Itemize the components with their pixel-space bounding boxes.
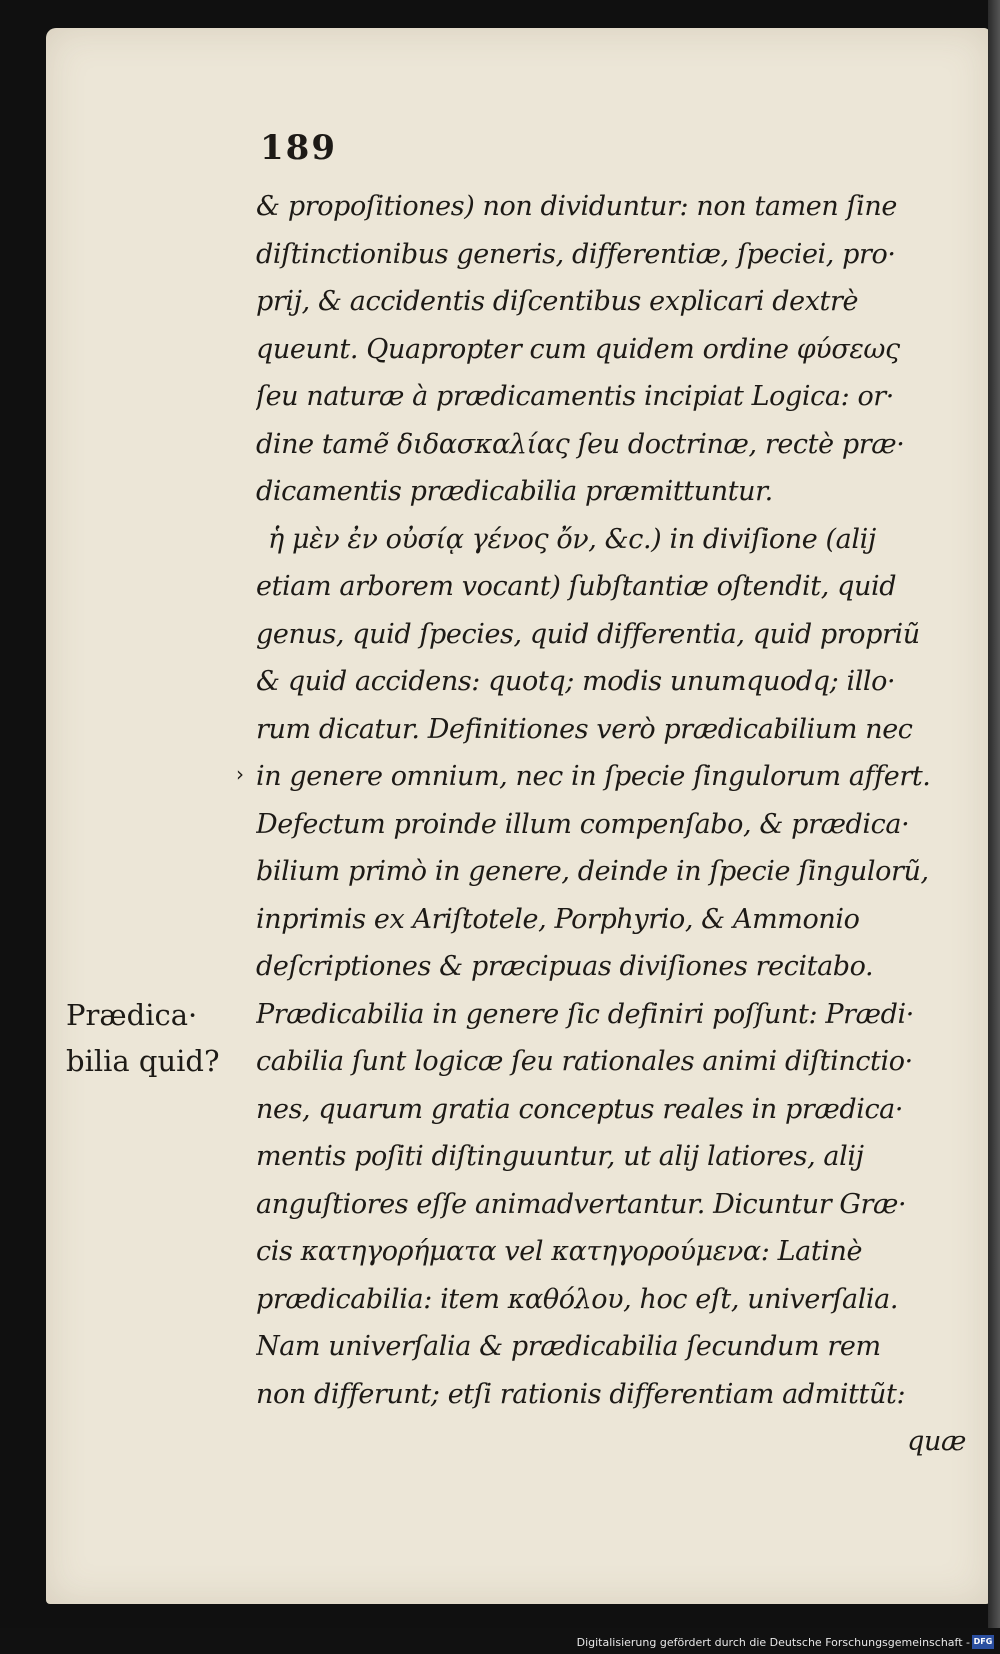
dfg-logo: DFG <box>972 1635 994 1649</box>
funding-credit: Digitalisierung gefördert durch die Deutsche Forschungsgemeinschaft - <box>576 1636 970 1649</box>
text-line: mentis poſiti diſtinguuntur, ut alij latiores, alij <box>256 1141 864 1172</box>
text-line: anguſtiores eſſe animadvertantur. Dicuntur Græ· <box>256 1188 907 1220</box>
text-line: cabilia ſunt logicæ ſeu rationales animi diſtinctio· <box>256 1046 913 1077</box>
text-line: prij, & accidentis diſcentibus explicari dextrè <box>256 286 859 317</box>
body-text <box>256 183 976 1466</box>
margin-note-line: bilia quid? <box>66 1044 220 1078</box>
text-line: inprimis ex Ariſtotele, Porphyrio, & Ammonio <box>256 903 860 935</box>
text-line: prædicabilia: item καθόλου, hoc eſt, univerſalia. <box>256 1283 899 1315</box>
text-line: bilium primò in genere, deinde in ſpecie ſingulorũ, <box>256 856 929 887</box>
text-line: rum dicatur. Definitiones verò prædicabilium nec <box>256 713 913 745</box>
text-line: non differunt; etſi rationis differentiam admittũt: <box>256 1378 906 1410</box>
text-line: deſcriptiones & præcipuas diviſiones recitabo. <box>256 951 874 982</box>
text-line: Prædicabilia in genere ſic definiri poſſunt: Prædi· <box>256 998 914 1030</box>
text-line: queunt. Quapropter cum quidem ordine φύσεως <box>256 333 900 365</box>
text-line: diſtinctionibus generis, differentiæ, ſpeciei, pro· <box>256 238 896 270</box>
scan-edge <box>988 0 1000 1640</box>
text-line: genus, quid ſpecies, quid differentia, quid propriũ <box>256 618 920 650</box>
footer-bar <box>0 1628 1000 1654</box>
page-number: 189 <box>260 128 337 168</box>
text-line: ſeu naturæ à prædicamentis incipiat Logica: or· <box>256 381 894 412</box>
text-line: in genere omnium, nec in ſpecie ſingulorum affert. <box>256 761 931 792</box>
text-line: etiam arborem vocant) ſubſtantiæ oſtendit, quid <box>256 571 897 602</box>
text-line: Nam univerſalia & prædicabilia ſecundum rem <box>256 1331 881 1362</box>
text-line: dicamentis prædicabilia præmittuntur. <box>256 476 773 507</box>
text-line: & propoſitiones) non dividuntur: non tamen ſine <box>256 191 897 222</box>
text-line: cis κατηγορήματα vel κατηγορούμενα: Latinè <box>256 1236 863 1267</box>
margin-note-line: Prædica· <box>66 998 198 1032</box>
margin-note <box>66 992 256 1084</box>
text-line: nes, quarum gratia conceptus reales in prædica· <box>256 1093 904 1125</box>
text-line: ἡ μὲν ἐν οὐσίᾳ γένος ὄν, &c.) in diviſione (alij <box>268 523 876 555</box>
text-line: dine tamẽ διδασκαλίας ſeu doctrinæ, rectè præ· <box>256 428 905 460</box>
catchword: quæ <box>907 1426 966 1457</box>
text-line: Defectum proinde illum compenſabo, & prædica· <box>256 808 910 840</box>
margin-pointer-mark: › <box>236 762 244 786</box>
text-line: & quid accidens: quotq; modis unumquodq; illo· <box>256 666 896 697</box>
